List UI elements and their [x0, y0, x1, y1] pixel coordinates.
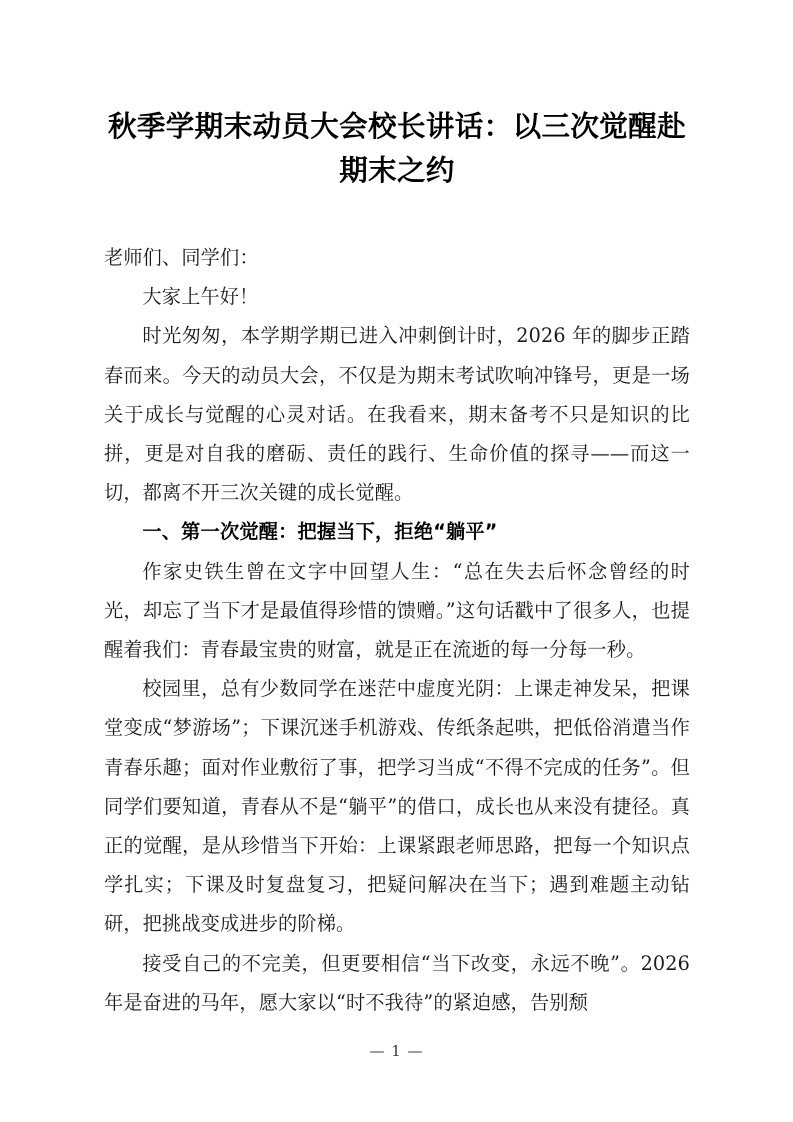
page-number-footer: — 1 — — [369, 1042, 424, 1060]
campus-paragraph: 校园里，总有少数同学在迷茫中虚度光阴：上课走神发呆，把课堂变成“梦游场”；下课沉迷手机游戏、传纸条起哄，把低俗消遣当作青春乐趣；面对作业敷衍了事，把学习当成“不得不完成的任务”。但同学们要知道，青春从不是“躺平”的借口，成长也从来没有捷径。真正的觉醒，是从珍惜当下开始：上课紧跟老师思路，把每一个知识点学扎实；下课及时复盘复习，把疑问解决在当下；遇到难题主动钻研，把挑战变成进步的阶梯。 — [104, 677, 690, 936]
quote-paragraph: 作家史铁生曾在文字中回望人生：“总在失去后怀念曾经的时光，却忘了当下才是最值得珍惜的馈赠。”这句话戳中了很多人，也提醒着我们：青春最宝贵的财富，就是正在流逝的每一分每一秒。 — [104, 559, 690, 662]
intro-paragraph: 时光匆匆，本学期学期已进入冲刺倒计时，2026 年的脚步正踏春而来。今天的动员大会，不仅是为期末考试吹响冲锋号，更是一场关于成长与觉醒的心灵对话。在我看来，期末备考不只是知识的比拼，更是对自我的磨砺、责任的践行、生命价值的探寻——而这一切，都离不开三次关键的成长觉醒。 — [104, 324, 690, 505]
page-content — [104, 0, 690, 1022]
salutation-line: 老师们、同学们： — [104, 246, 259, 269]
page-title: 秋季学期末动员大会校长讲话：以三次觉醒赴期末之约 — [107, 109, 686, 187]
closing-paragraph: 接受自己的不完美，但更要相信“当下改变，永远不晚”。2026 年是奋进的马年，愿大家以“时不我待”的紧迫感，告别颓 — [104, 951, 690, 1014]
document-body — [104, 238, 690, 1022]
section-heading-one: 一、第一次觉醒：把握当下，拒绝“躺平” — [142, 520, 498, 544]
greeting-paragraph: 大家上午好！ — [142, 285, 259, 309]
